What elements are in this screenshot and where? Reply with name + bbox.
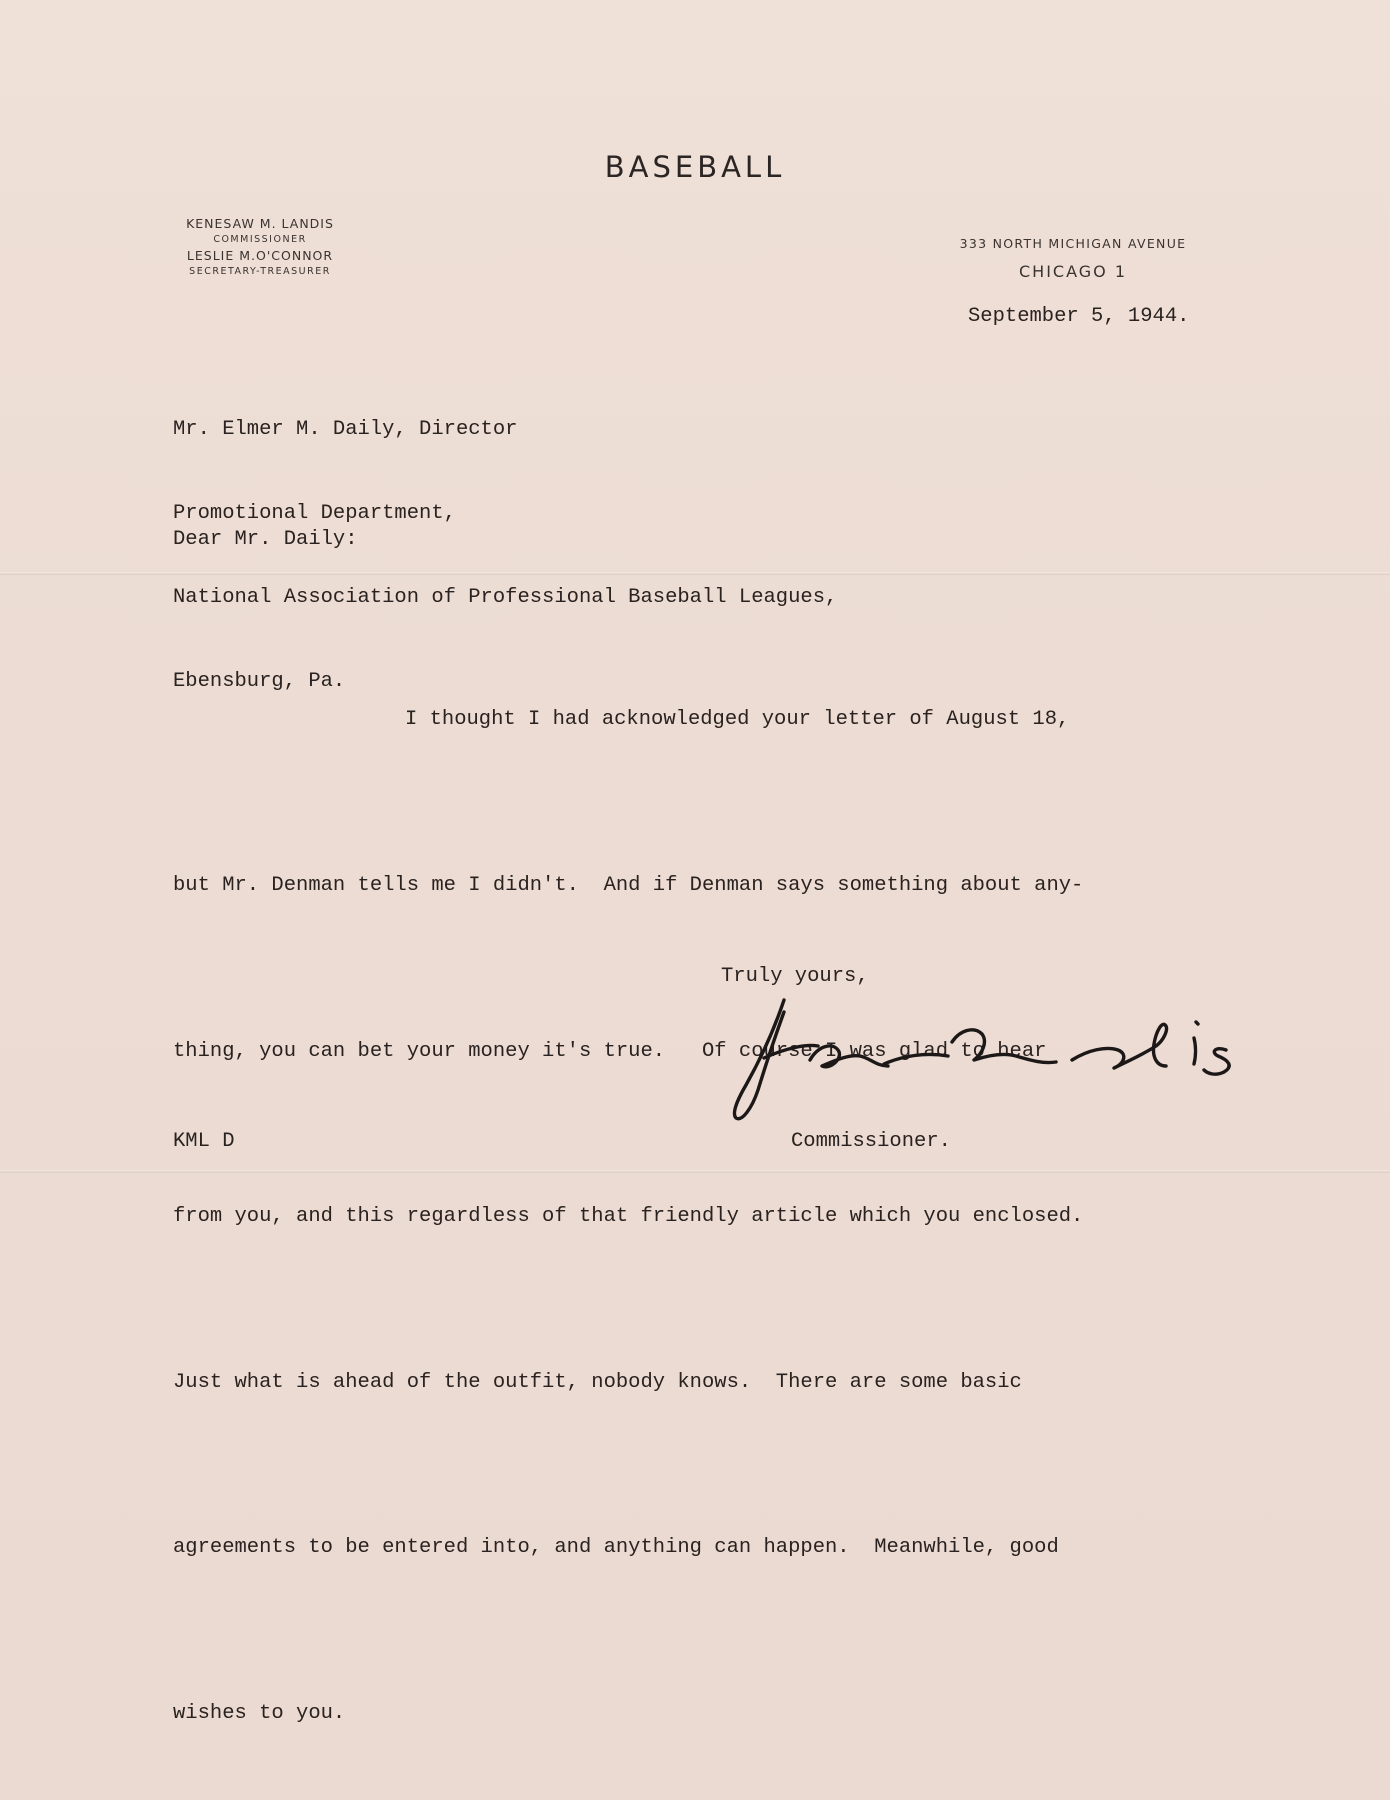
handwritten-signature <box>726 990 1316 1130</box>
letterhead-address <box>918 234 1228 281</box>
recipient-line: Promotional Department, <box>173 502 456 525</box>
letter-date: September 5, 1944. <box>968 305 1190 328</box>
letterhead-title: BASEBALL <box>604 150 786 184</box>
recipient-line: Mr. Elmer M. Daily, Director <box>173 418 518 441</box>
address-street: 333 NORTH MICHIGAN AVENUE <box>959 236 1187 251</box>
typist-initials: KML D <box>173 1130 235 1153</box>
salutation: Dear Mr. Daily: <box>173 528 358 551</box>
body-line: Just what is ahead of the outfit, nobody knows. There are some basic <box>173 1370 1022 1394</box>
letterhead-officers <box>160 216 360 280</box>
body-line-text: I thought I had acknowledged your letter of August 18, <box>405 708 1070 732</box>
signature-title: Commissioner. <box>791 1130 951 1153</box>
body-line: agreements to be entered into, and anything can happen. Meanwhile, good <box>173 1536 1059 1560</box>
body-line: thing, you can bet your money it's true. Of course I was glad to hear <box>173 1039 1047 1063</box>
body-line: but Mr. Denman tells me I didn't. And if Denman says something about any- <box>173 874 1084 898</box>
closing: Truly yours, <box>721 965 869 988</box>
recipient-line: National Association of Professional Baseball Leagues, <box>173 586 838 609</box>
officer-name: KENESAW M. LANDIS <box>186 216 334 231</box>
letter-body <box>173 582 1083 1800</box>
address-city: CHICAGO 1 <box>1018 262 1127 281</box>
officer-role: COMMISSIONER <box>213 234 307 245</box>
officer-name: LESLIE M.O'CONNOR <box>186 248 334 263</box>
body-line: from you, and this regardless of that friendly article which you enclosed. <box>173 1205 1084 1229</box>
officer-role: SECRETARY-TREASURER <box>189 266 331 277</box>
body-line <box>173 692 1083 747</box>
body-line: wishes to you. <box>173 1702 346 1726</box>
recipient-line: Ebensburg, Pa. <box>173 670 346 693</box>
